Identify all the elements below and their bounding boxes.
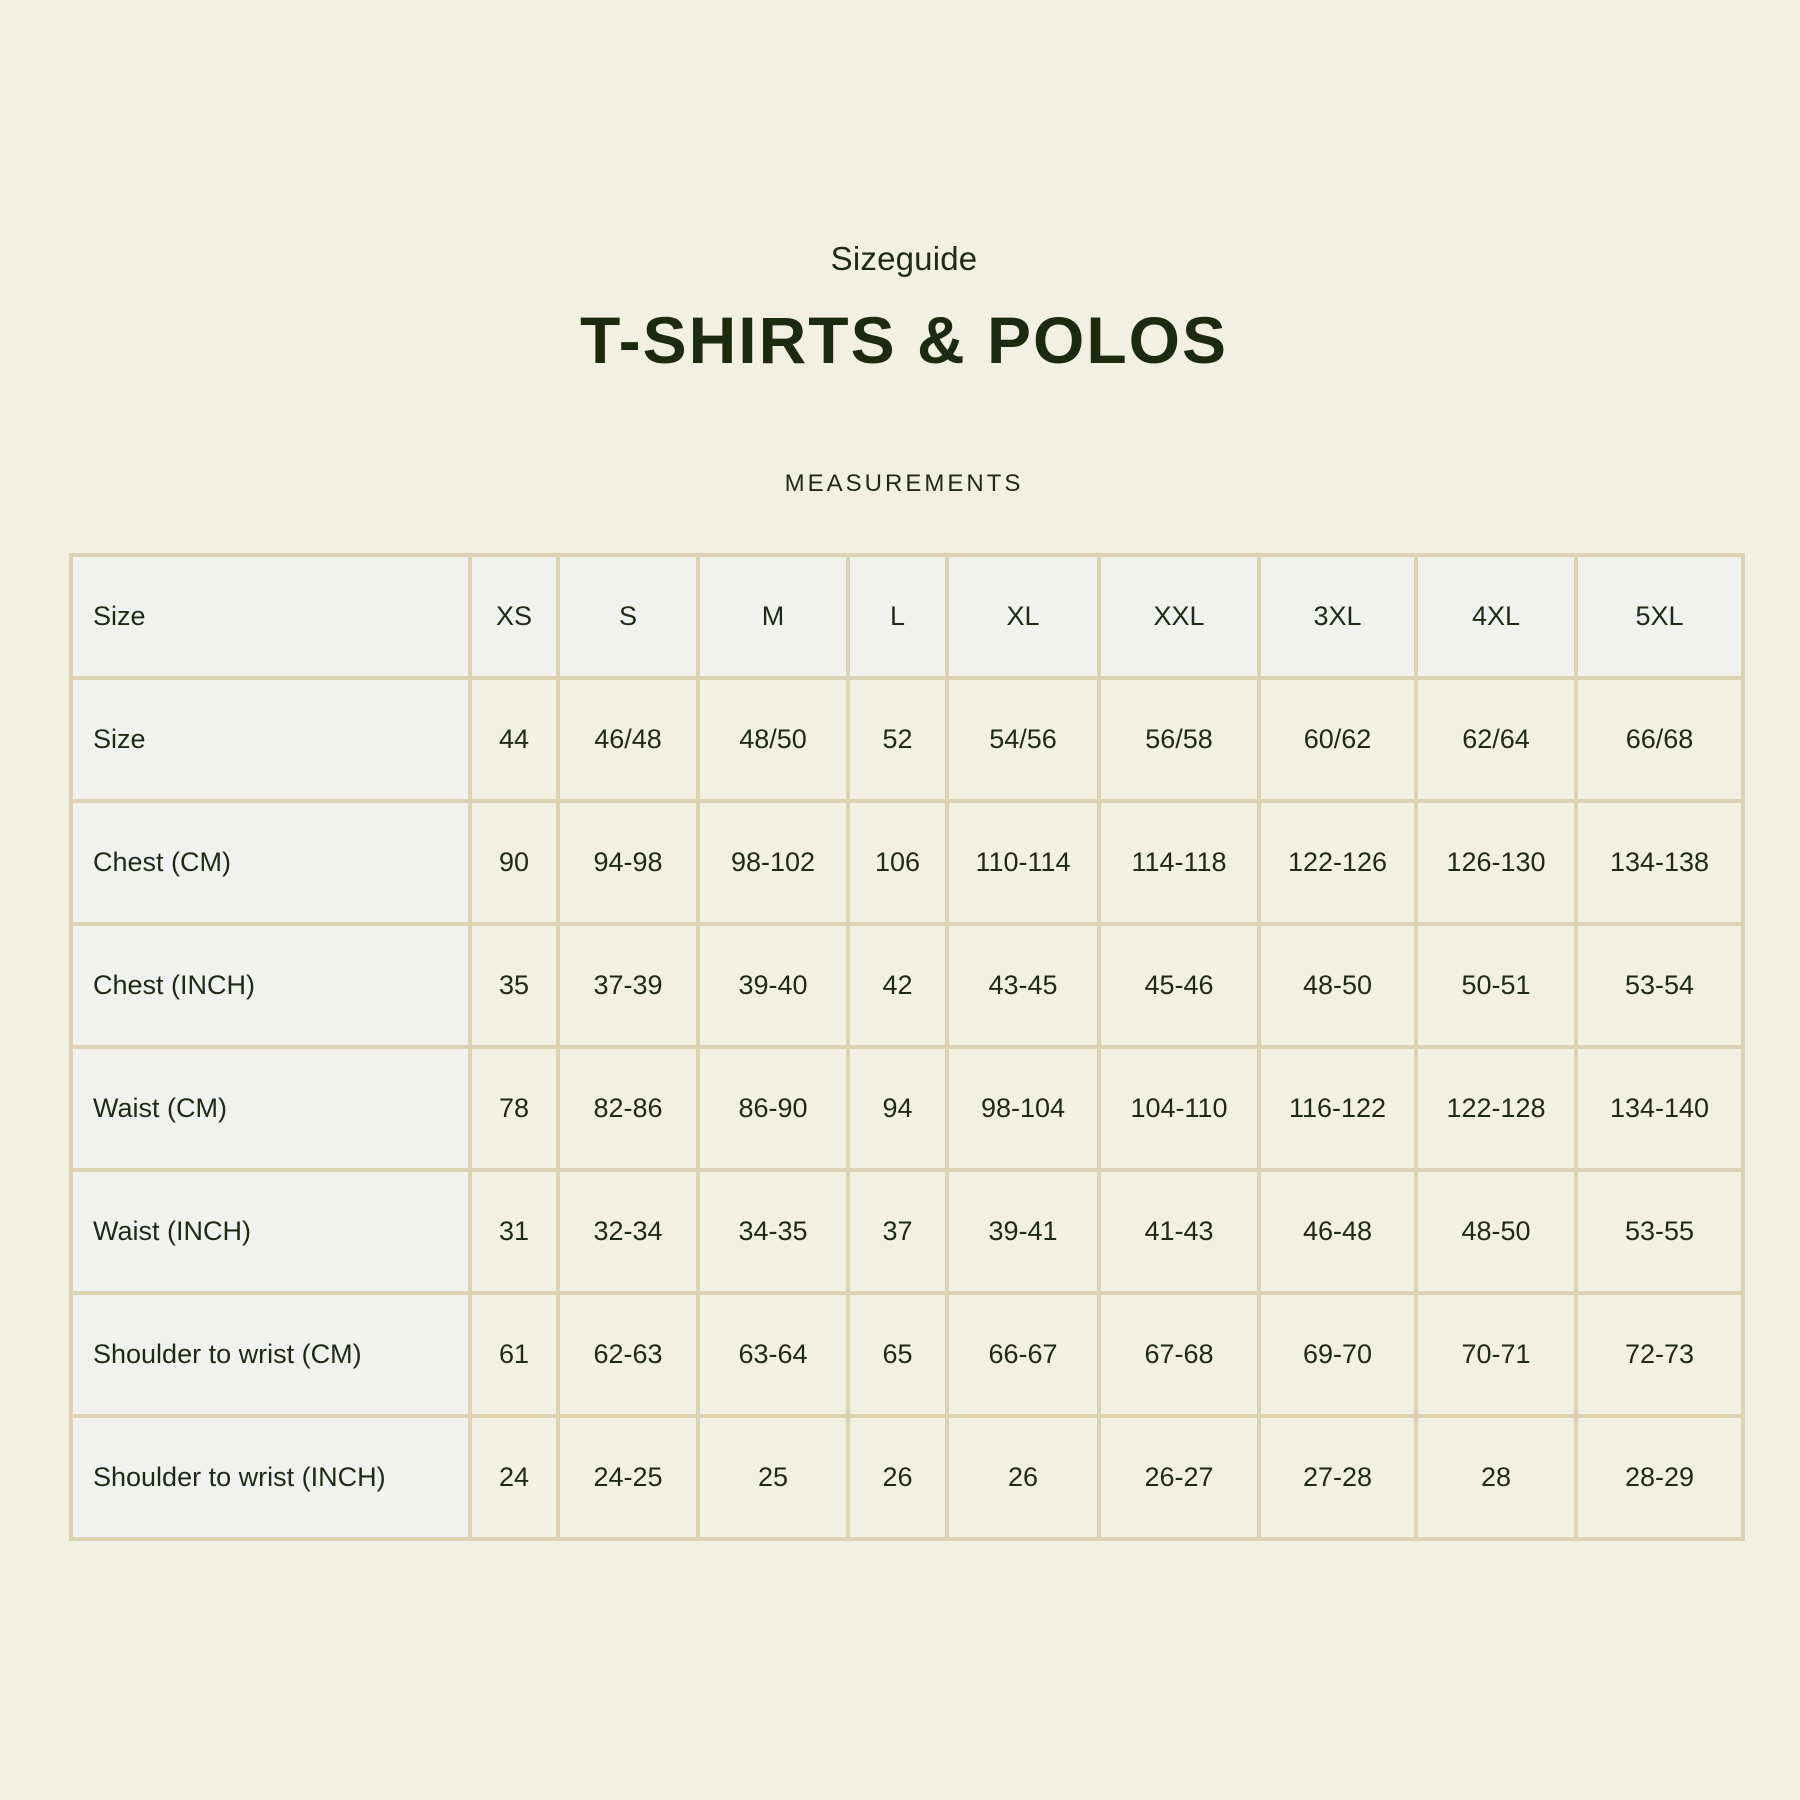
- table-cell: 94: [848, 1047, 947, 1170]
- table-cell: 27-28: [1259, 1416, 1416, 1539]
- header-cell: Size: [71, 555, 470, 678]
- table-cell: 45-46: [1099, 924, 1259, 1047]
- table-cell: 53-55: [1576, 1170, 1743, 1293]
- table-cell: 82-86: [558, 1047, 698, 1170]
- table-row: [71, 1416, 1743, 1539]
- table-cell: 42: [848, 924, 947, 1047]
- table-cell: 116-122: [1259, 1047, 1416, 1170]
- table-cell: 66/68: [1576, 678, 1743, 801]
- table-row: [71, 924, 1743, 1047]
- header-cell: XL: [947, 555, 1099, 678]
- row-label: Size: [71, 678, 470, 801]
- table-cell: 106: [848, 801, 947, 924]
- table-cell: 122-126: [1259, 801, 1416, 924]
- table-cell: 48/50: [698, 678, 848, 801]
- page-title: T-SHIRTS & POLOS: [579, 303, 1229, 377]
- table-cell: 66-67: [947, 1293, 1099, 1416]
- table-row: [71, 1170, 1743, 1293]
- table-cell: 98-102: [698, 801, 848, 924]
- table-cell: 69-70: [1259, 1293, 1416, 1416]
- header-cell: M: [698, 555, 848, 678]
- table-cell: 134-140: [1576, 1047, 1743, 1170]
- table-cell: 60/62: [1259, 678, 1416, 801]
- table-cell: 34-35: [698, 1170, 848, 1293]
- row-label: Shoulder to wrist (INCH): [71, 1416, 470, 1539]
- table-cell: 52: [848, 678, 947, 801]
- table-cell: 63-64: [698, 1293, 848, 1416]
- table-cell: 43-45: [947, 924, 1099, 1047]
- page-subtitle: Sizeguide: [830, 240, 978, 277]
- table-cell: 26-27: [1099, 1416, 1259, 1539]
- table-cell: 67-68: [1099, 1293, 1259, 1416]
- size-guide-table: [69, 553, 1745, 1541]
- table-cell: 25: [698, 1416, 848, 1539]
- row-label: Chest (INCH): [71, 924, 470, 1047]
- table-cell: 26: [947, 1416, 1099, 1539]
- table-cell: 41-43: [1099, 1170, 1259, 1293]
- header-cell: XS: [470, 555, 558, 678]
- table-cell: 134-138: [1576, 801, 1743, 924]
- row-label: Waist (CM): [71, 1047, 470, 1170]
- table-cell: 39-40: [698, 924, 848, 1047]
- table-cell: 62-63: [558, 1293, 698, 1416]
- table-cell: 54/56: [947, 678, 1099, 801]
- row-label: Chest (CM): [71, 801, 470, 924]
- table-cell: 46/48: [558, 678, 698, 801]
- table-cell: 62/64: [1416, 678, 1576, 801]
- table-cell: 72-73: [1576, 1293, 1743, 1416]
- table-cell: 28-29: [1576, 1416, 1743, 1539]
- table-row: [71, 678, 1743, 801]
- table-cell: 28: [1416, 1416, 1576, 1539]
- row-label: Waist (INCH): [71, 1170, 470, 1293]
- table-row: [71, 1293, 1743, 1416]
- section-label: MEASUREMENTS: [784, 470, 1024, 497]
- table-cell: 37: [848, 1170, 947, 1293]
- table-cell: 32-34: [558, 1170, 698, 1293]
- table-cell: 26: [848, 1416, 947, 1539]
- table-cell: 126-130: [1416, 801, 1576, 924]
- header-cell: L: [848, 555, 947, 678]
- table-cell: 98-104: [947, 1047, 1099, 1170]
- table-cell: 24-25: [558, 1416, 698, 1539]
- table-cell: 50-51: [1416, 924, 1576, 1047]
- table-cell: 114-118: [1099, 801, 1259, 924]
- table-cell: 104-110: [1099, 1047, 1259, 1170]
- table-cell: 61: [470, 1293, 558, 1416]
- table-header-row: [71, 555, 1743, 678]
- table-cell: 94-98: [558, 801, 698, 924]
- table-cell: 65: [848, 1293, 947, 1416]
- table-cell: 39-41: [947, 1170, 1099, 1293]
- table-cell: 70-71: [1416, 1293, 1576, 1416]
- header-cell: 3XL: [1259, 555, 1416, 678]
- table-cell: 35: [470, 924, 558, 1047]
- table-row: [71, 1047, 1743, 1170]
- table-cell: 44: [470, 678, 558, 801]
- table-cell: 78: [470, 1047, 558, 1170]
- row-label: Shoulder to wrist (CM): [71, 1293, 470, 1416]
- table-row: [71, 801, 1743, 924]
- header-cell: 4XL: [1416, 555, 1576, 678]
- table-cell: 56/58: [1099, 678, 1259, 801]
- table-cell: 24: [470, 1416, 558, 1539]
- table-cell: 31: [470, 1170, 558, 1293]
- header-cell: 5XL: [1576, 555, 1743, 678]
- table-cell: 122-128: [1416, 1047, 1576, 1170]
- table-cell: 46-48: [1259, 1170, 1416, 1293]
- table-cell: 90: [470, 801, 558, 924]
- header-cell: XXL: [1099, 555, 1259, 678]
- table-cell: 48-50: [1416, 1170, 1576, 1293]
- table-cell: 37-39: [558, 924, 698, 1047]
- table-cell: 86-90: [698, 1047, 848, 1170]
- header-cell: S: [558, 555, 698, 678]
- table-cell: 110-114: [947, 801, 1099, 924]
- table-cell: 48-50: [1259, 924, 1416, 1047]
- table-cell: 53-54: [1576, 924, 1743, 1047]
